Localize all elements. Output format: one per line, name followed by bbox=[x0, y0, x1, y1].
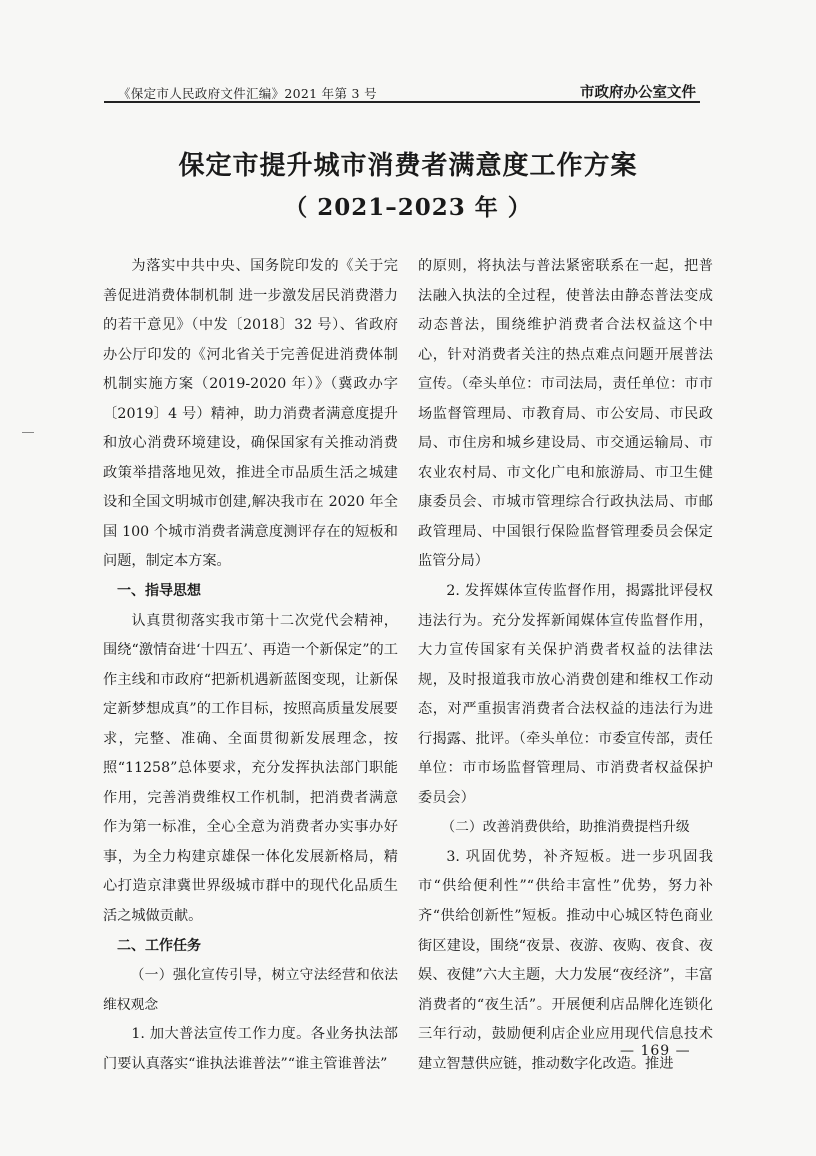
item-3-paragraph: 3. 巩固优势，补齐短板。进一步巩固我市“供给便利性”“供给丰富性”优势，努力补齐“供给创新性”短板。推动中心城区特色商业街区建设，围绕“夜景、夜游、夜购、夜食、夜娱、夜健”六大主题，大力发展“夜经济”，丰富消费者的“夜生活”。开展便利店品牌化连锁化三年行动，鼓励便利店企业应用现代信息技术建立智慧供应链，推动数字化改造。推进 bbox=[418, 848, 713, 1072]
running-header-category: 市政府办公室文件 bbox=[580, 85, 696, 101]
document-subtitle: （ 2021–2023 年 ） bbox=[284, 194, 532, 221]
header-divider bbox=[104, 101, 700, 103]
subsection-heading-supply: （二）改善消费供给，助推消费提档升级 bbox=[441, 819, 690, 836]
scan-mark bbox=[22, 432, 34, 433]
section-heading-guiding-ideology: 一、指导思想 bbox=[117, 583, 201, 600]
left-column bbox=[103, 252, 398, 1079]
document-title: 保定市提升城市消费者满意度工作方案 bbox=[178, 151, 638, 181]
right-column bbox=[418, 252, 713, 1079]
item-2-paragraph: 2. 发挥媒体宣传监督作用，揭露批评侵权违法行为。充分发挥新闻媒体宣传监督作用，大力宣传国家有关保护消费者权益的法律法规，及时报道我市放心消费创建和维权工作动态，对严重损害消费者合法权益的违法行为进行揭露、批评。（牵头单位：市委宣传部，责任单位：市市场监督管理局、市消费者权益保护委员会） bbox=[418, 583, 713, 806]
subsection-heading-publicity: （一）强化宣传引导，树立守法经营和依法维权观念 bbox=[103, 967, 398, 1013]
page-number: — 169 — bbox=[620, 1043, 691, 1059]
intro-paragraph: 为落实中共中央、国务院印发的《关于完善促进消费体制机制 进一步激发居民消费潜力的若干意见》（中发〔2018〕32 号）、省政府办公厅印发的《河北省关于完善促进消费体制机制实施方案（2019-2020 年）》（冀政办字〔2019〕4 号）精神，助力消费者满意度提升和放心消费环境建设，确保国家有关推动消费政策举措落地见效，推进全市品质生活之城建设和全国文明城市创建,解决我市在 2020 年全国 100 个城市消费者满意度测评存在的短板和问题，制定本方案。 bbox=[103, 258, 398, 570]
running-header-source: 《保定市人民政府文件汇编》2021 年第 3 号 bbox=[118, 86, 377, 101]
section-heading-tasks: 二、工作任务 bbox=[117, 937, 201, 954]
item-1-paragraph-continued: 的原则，将执法与普法紧密联系在一起，把普法融入执法的全过程，使普法由静态普法变成动态普法，围绕维护消费者合法权益这个中心，针对消费者关注的热点难点问题开展普法宣传。（牵头单位：市司法局，责任单位：市市场监督管理局、市教育局、市公安局、市民政局、市住房和城乡建设局、市交通运输局、市农业农村局、市文化广电和旅游局、市卫生健康委员会、市城市管理综合行政执法局、市邮政管理局、中国银行保险监督管理委员会保定监管分局） bbox=[418, 258, 713, 570]
guiding-ideology-paragraph: 认真贯彻落实我市第十二次党代会精神，围绕“激情奋进‘十四五’、再造一个新保定”的工作主线和市政府“把新机遇新蓝图变现，让新保定新梦想成真”的工作目标，按照高质量发展要求，完整、准确、全面贯彻新发展理念，按照“11258”总体要求，充分发挥执法部门职能作用，完善消费维权工作机制，把消费者满意作为第一标准，全心全意为消费者办实事办好事，为全力构建京雄保一体化发展新格局，精心打造京津冀世界级城市群中的现代化品质生活之城做贡献。 bbox=[103, 612, 398, 925]
item-1-paragraph-start: 1. 加大普法宣传工作力度。各业务执法部门要认真落实“谁执法谁普法”“谁主管谁普法” bbox=[103, 1026, 398, 1072]
